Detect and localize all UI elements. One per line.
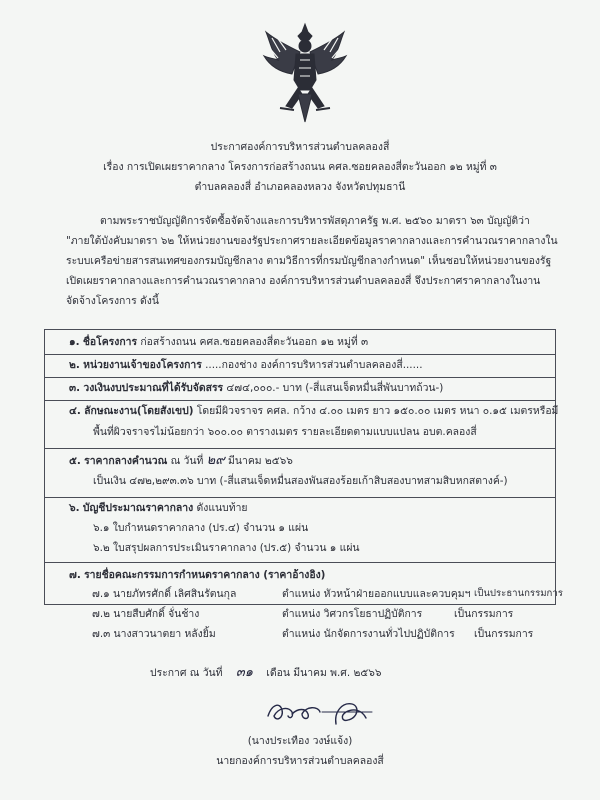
item-label: ราคากลางคำนวณ bbox=[84, 455, 168, 467]
table-row bbox=[69, 502, 248, 514]
item-number: ๒. bbox=[69, 359, 80, 371]
item-value: มีนาคม ๒๕๖๖ bbox=[228, 455, 293, 467]
item-number: ๑. bbox=[69, 336, 80, 348]
item-value: ณ วันที่ bbox=[170, 455, 204, 467]
committee-role: ตำแหน่ง นักจัดการงานทั่วไปปฏิบัติการ bbox=[282, 628, 455, 640]
garuda-emblem-icon bbox=[260, 22, 350, 126]
table-row bbox=[69, 405, 558, 417]
table-row bbox=[69, 453, 293, 469]
committee-role: ตำแหน่ง หัวหน้าฝ่ายออกแบบและควบคุมฯ bbox=[282, 588, 471, 600]
announce-month: มีนาคม bbox=[293, 667, 327, 679]
announce-prefix: ประกาศ ณ วันที่ bbox=[150, 667, 223, 679]
intro-line-1: ตามพระราชบัญญัติการจัดซื้อจัดจ้างและการบริหารพัสดุภาครัฐ พ.ศ. ๒๕๖๐ มาตรา ๖๓ บัญญัติว่า bbox=[100, 215, 530, 227]
item-value: ดังแนบท้าย bbox=[196, 502, 248, 514]
announce-line bbox=[150, 665, 381, 681]
committee-name: ๗.๑ นายภัทรศักดิ์ เลิศสินรัตนกุล bbox=[92, 588, 237, 600]
doc-location: ตำบลคลองสี่ อำเภอคลองหลวง จังหวัดปทุมธานี bbox=[194, 181, 406, 193]
table-row bbox=[69, 382, 443, 394]
intro-line-2: "ภายใต้บังคับมาตรา ๖๒ ให้หน่วยงานของรัฐประกาศรายละเอียดข้อมูลราคากลางและการคำนวณราคากลางใน bbox=[66, 235, 558, 247]
item-number: ๕. bbox=[69, 455, 81, 467]
doc-title: ประกาศองค์การบริหารส่วนตำบลคลองสี่ bbox=[210, 141, 390, 153]
item-label: หน่วยงานเจ้าของโครงการ bbox=[83, 359, 202, 371]
announce-year: พ.ศ. ๒๕๖๖ bbox=[330, 667, 382, 679]
item-value: ๔๗๔,๐๐๐.- บาท (-สี่แสนเจ็ดหมื่นสี่พันบาทถ้วน-) bbox=[226, 382, 444, 394]
item-label: ชื่อโครงการ bbox=[82, 336, 138, 348]
intro-line-3: ระบบเครือข่ายสารสนเทศของกรมบัญชีกลาง ตามวิธีการที่กรมบัญชีกลางกำหนด" เห็นชอบให้หน่วยงานของรัฐ bbox=[66, 255, 552, 267]
sub-item: ๖.๒ ใบสรุปผลการประเมินราคากลาง (ปร.๕) จำนวน ๑ แผ่น bbox=[93, 542, 360, 554]
item-value-continued: เป็นเงิน ๔๗๒,๒๙๓.๓๖ บาท (-สี่แสนเจ็ดหมื่นสองพันสองร้อยเก้าสิบสองบาทสามสิบหกสตางค์-) bbox=[93, 475, 508, 487]
item-value-continued: พื้นที่ผิวจราจรไม่น้อยกว่า ๖๐๐.๐๐ ตารางเมตร รายละเอียดตามแบบแปลน อบต.คลองสี่ bbox=[93, 426, 477, 438]
table-row bbox=[69, 359, 423, 371]
item-number: ๔. bbox=[69, 405, 81, 417]
committee-duty: เป็นกรรมการ bbox=[454, 608, 514, 620]
table-rule bbox=[45, 354, 555, 355]
item-label: ลักษณะงาน(โดยสังเขป) bbox=[84, 405, 194, 417]
signer-name: (นางประเทือง วงษ์แจ้ง) bbox=[247, 735, 353, 747]
handwritten-announce-day: ๓๑ bbox=[235, 665, 253, 680]
table-rule bbox=[45, 377, 555, 378]
item-label: วงเงินงบประมาณที่ได้รับจัดสรร bbox=[83, 382, 224, 394]
signer-title: นายกองค์การบริหารส่วนตำบลคลองสี่ bbox=[216, 755, 384, 767]
item-value: ก่อสร้างถนน คศล.ซอยคลองสี่ตะวันออก ๑๒ หมู่ที่ ๓ bbox=[140, 336, 369, 348]
announce-month-label: เดือน bbox=[266, 667, 290, 679]
table-rule bbox=[45, 562, 555, 563]
table-row bbox=[69, 569, 325, 581]
item-number: ๗. bbox=[69, 569, 81, 581]
signature-icon bbox=[262, 694, 382, 730]
handwritten-day: ๒๙ bbox=[206, 453, 225, 468]
doc-subject: เรื่อง การเปิดเผยราคากลาง โครงการก่อสร้างถนน คศล.ซอยคลองสี่ตะวันออก ๑๒ หมู่ที่ ๓ bbox=[103, 161, 497, 173]
item-number: ๖. bbox=[69, 502, 80, 514]
table-rule bbox=[45, 400, 555, 401]
table-rule bbox=[45, 497, 555, 498]
price-table bbox=[44, 329, 559, 605]
table-rule bbox=[45, 448, 555, 449]
intro-line-5: จัดจ้างโครงการ ดังนี้ bbox=[66, 295, 159, 307]
committee-duty: เป็นประธานกรรมการ bbox=[474, 588, 563, 599]
item-number: ๓. bbox=[69, 382, 81, 394]
committee-role: ตำแหน่ง วิศวกรโยธาปฏิบัติการ bbox=[282, 608, 423, 620]
sub-item: ๖.๑ ใบกำหนดราคากลาง (ปร.๔) จำนวน ๑ แผ่น bbox=[93, 522, 309, 534]
item-label: รายชื่อคณะกรรมการกำหนดราคากลาง (ราคาอ้างอิง) bbox=[84, 569, 326, 581]
item-value: โดยมีผิวจราจร คศล. กว้าง ๔.๐๐ เมตร ยาว ๑๕๐.๐๐ เมตร หนา ๐.๑๕ เมตรหรือมี bbox=[196, 405, 559, 417]
committee-name: ๗.๒ นายสืบศักดิ์ จั่นช้าง bbox=[92, 608, 200, 620]
committee-name: ๗.๓ นางสาวนาตยา หลังยิ้ม bbox=[92, 628, 216, 640]
item-value: .....กองช่าง องค์การบริหารส่วนตำบลคลองสี่...... bbox=[205, 359, 423, 371]
table-row bbox=[69, 336, 368, 348]
intro-line-4: เปิดเผยราคากลางและการคำนวณราคากลาง องค์การบริหารส่วนตำบลคลองสี่ จึงประกาศราคากลางในงาน bbox=[66, 275, 541, 287]
item-label: บัญชีประมาณราคากลาง bbox=[82, 502, 194, 514]
committee-duty: เป็นกรรมการ bbox=[474, 628, 534, 640]
